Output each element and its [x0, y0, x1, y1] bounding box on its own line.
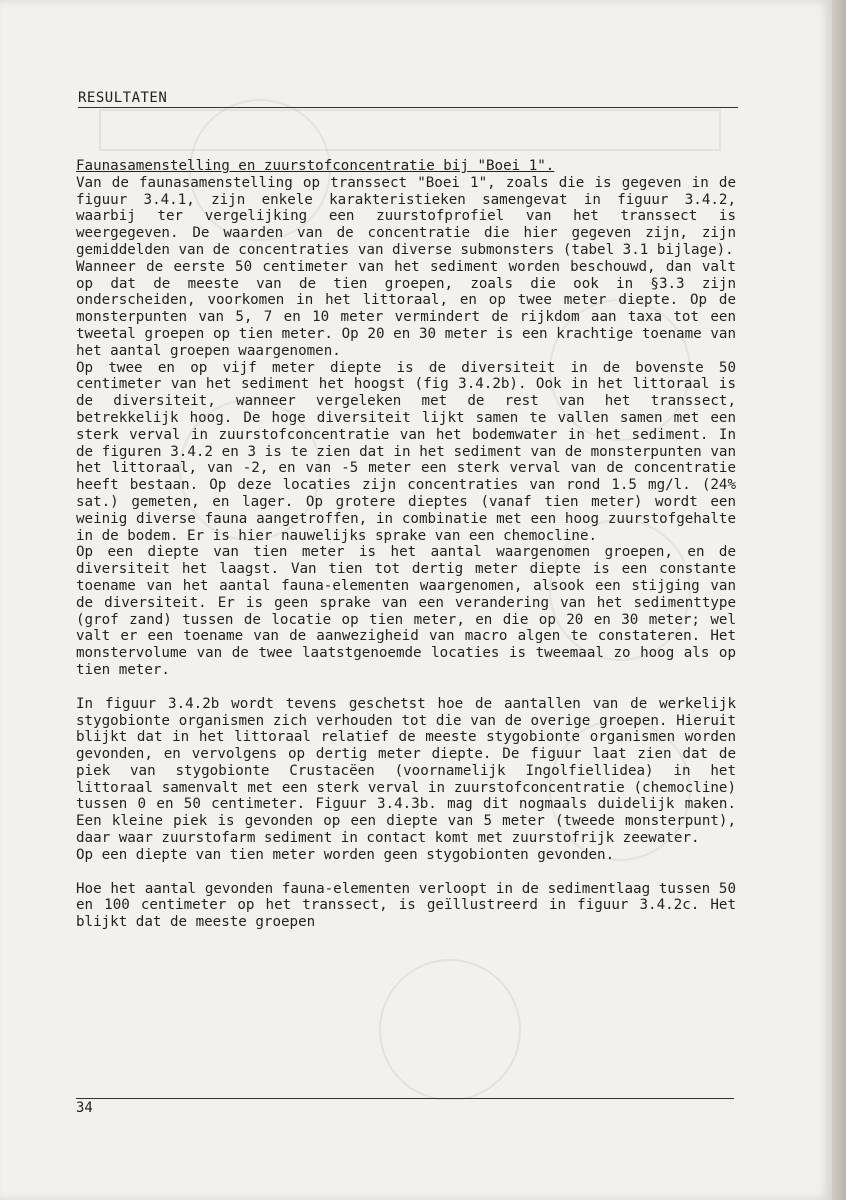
paragraph-7: Hoe het aantal gevonden fauna-elementen verloopt in de sedimentlaag tussen 50 en 100 centimeter op het transsect, is geïllustreerd in figuur 3.4.2c. Het blijkt dat de meeste groepen [76, 880, 736, 931]
paragraph-gap [76, 864, 736, 881]
paragraph-1: Van de faunasamenstelling op transsect "Boei 1", zoals die is gegeven in de figuur 3.4.1, zijn enkele karakteristieken samengevat in figuur 3.4.2, waarbij ter vergelijking een zuurstofprofiel van het transsect is weergegeven. De waarden van de concentratie die hier gegeven zijn, zijn gemiddelden van de concentraties van diverse submonsters (tabel 3.1 bijlage). [76, 174, 736, 258]
subheading: Faunasamenstelling en zuurstofconcentratie bij "Boei 1". [76, 158, 555, 174]
body-text [76, 158, 736, 931]
paragraph-gap [76, 679, 736, 696]
section-title: RESULTATEN [78, 90, 738, 108]
paragraph-3: Op twee en op vijf meter diepte is de diversiteit in de bovenste 50 centimeter van het sediment het hoogst (fig 3.4.2b). Ook in het littoraal is de diversiteit, wanneer vergeleken met de rest van het transsect, betrekkelijk hoog. De hoge diversiteit lijkt samen te vallen samen met een sterk verval in zuurstofconcentratie van het bodemwater in het sediment. In de figuren 3.4.2 en 3 is te zien dat in het sediment van de monsterpunten van het littoraal, van -2, en van -5 meter een sterk verval van de concentratie heeft bestaan. Op deze locaties zijn concentraties van rond 1.5 mg/l. (24% sat.) gemeten, en lager. Op grotere dieptes (vanaf tien meter) wordt een weinig diverse fauna aangetroffen, in combinatie met een hoog zuurstofgehalte in de bodem. Er is hier nauwelijks sprake van een chemocline. [76, 359, 736, 544]
paragraph-2: Wanneer de eerste 50 centimeter van het sediment worden beschouwd, dan valt op dat de meeste van de tien groepen, zoals die ook in §3.3 zijn onderscheiden, voorkomen in het littoraal, en op twee meter diepte. Op de monsterpunten van 5, 7 en 10 meter vermindert de rijkdom aan taxa tot een tweetal groepen op tien meter. Op 20 en 30 meter is een krachtige toename van het aantal groepen waargenomen. [76, 258, 736, 359]
page-number: 34 [76, 1100, 93, 1116]
page-edge [832, 0, 846, 1200]
paragraph-5: In figuur 3.4.2b wordt tevens geschetst hoe de aantallen van de werkelijk stygobionte organismen zich verhouden tot die van de overige groepen. Hieruit blijkt dat in het littoraal relatief de meeste stygobionte organismen worden gevonden, en vervolgens op dertig meter diepte. De figuur laat zien dat de piek van stygobionte Crustacëen (voornamelijk Ingolfiellidea) in het littoraal samenvalt met een sterk verval in zuurstofconcentratie (chemocline) tussen 0 en 50 centimeter. Figuur 3.4.3b. mag dit nogmaals duidelijk maken. Een kleine piek is gevonden op een diepte van 5 meter (tweede monsterpunt), daar waar zuurstofarm sediment in contact komt met zuurstofrijk zeewater. [76, 695, 736, 847]
footer-rule [76, 1098, 734, 1099]
paragraph-6: Op een diepte van tien meter worden geen stygobionten gevonden. [76, 846, 615, 863]
paragraph-4: Op een diepte van tien meter is het aantal waargenomen groepen, en de diversiteit het laagst. Van tien tot dertig meter diepte is een constante toename van het aantal fauna-elementen waargenomen, alsook een stijging van de diversiteit. Er is geen sprake van een verandering van het sedimenttype (grof zand) tussen de locatie op tien meter, en die op 20 en 30 meter; wel valt er een toename van de aanwezigheid van macro algen te constateren. Het monstervolume van de twee laatstgenoemde locaties is tweemaal zo hoog als op tien meter. [76, 544, 736, 678]
